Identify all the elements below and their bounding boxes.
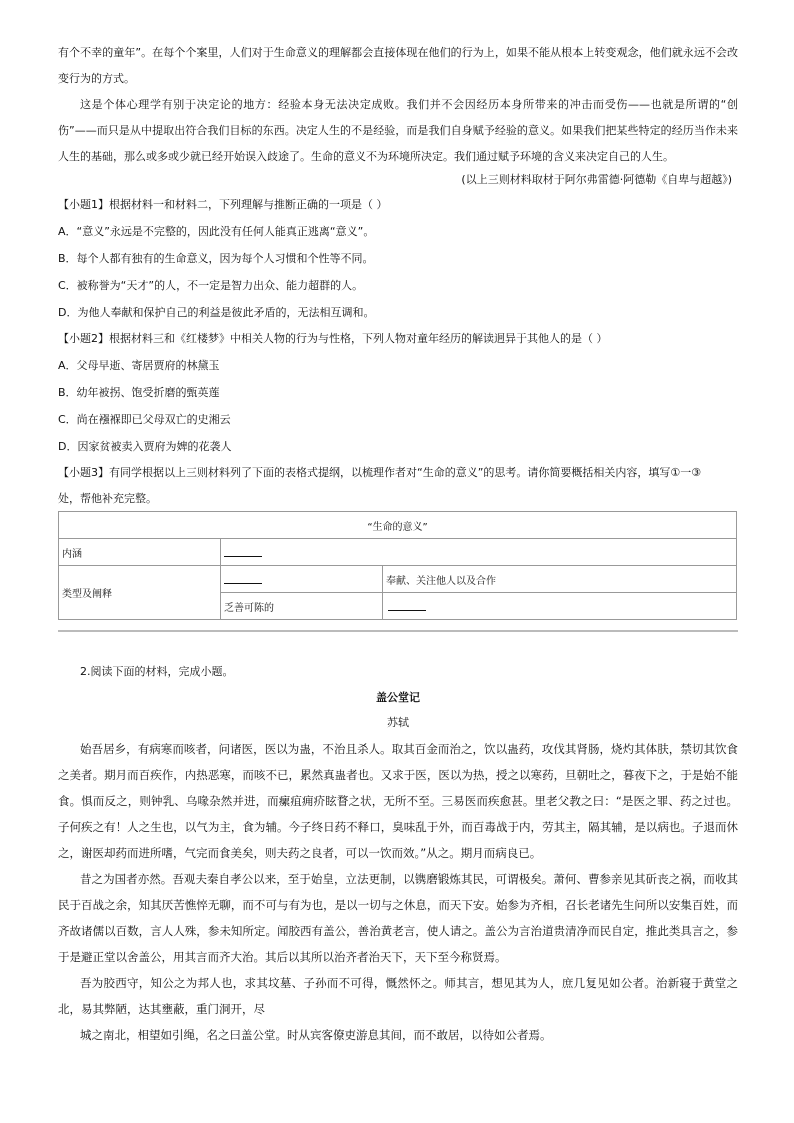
question-1-stem: 【小题1】根据材料一和材料二，下列理解与推断正确的一项是（ ） bbox=[58, 198, 388, 211]
outline-table-title: “生命的意义” bbox=[59, 512, 737, 539]
answer-blank-3[interactable] bbox=[388, 600, 426, 611]
question-2-option-a[interactable]: A．父母早逝、寄居贾府的林黛玉 bbox=[58, 359, 220, 372]
outline-table bbox=[58, 511, 737, 620]
question-2-option-b[interactable]: B．幼年被拐、饱受折磨的甄英莲 bbox=[58, 386, 220, 399]
table-row bbox=[59, 512, 737, 539]
table-row bbox=[59, 539, 737, 566]
question-1-option-c[interactable]: C．被称誉为“天才”的人，不一定是智力出众、能力超群的人。 bbox=[58, 279, 364, 292]
question-2-stem: 【小题2】根据材料三和《红楼梦》中相关人物的行为与性格，下列人物对童年经历的解读迥异于其他人的是（ ） bbox=[58, 332, 608, 345]
section-divider bbox=[58, 630, 738, 632]
row-label-types: 类型及阐释 bbox=[59, 566, 221, 620]
blank-cell-1[interactable] bbox=[221, 539, 737, 566]
passage2-paragraph-3: 吾为胶西守，知公之为邦人也，求其坟墓、子孙而不可得，慨然怀之。师其言，想见其为人，庶几复见如公者。治新寝于黄堂之北，易其弊陋，达其壅蔽，重门洞开，尽 bbox=[58, 976, 738, 1016]
type-cell-mediocre: 乏善可陈的 bbox=[221, 593, 383, 620]
passage2-author: 苏轼 bbox=[387, 716, 409, 729]
question-1-option-b[interactable]: B．每个人都有独有的生命意义，因为每个人习惯和个性等不同。 bbox=[58, 252, 374, 265]
table-row bbox=[59, 566, 737, 593]
blank-cell-2[interactable] bbox=[221, 566, 383, 593]
row-label-connotation: 内涵 bbox=[59, 539, 221, 566]
question-1-option-a[interactable]: A．“意义”永远是不完整的，因此没有任何人能真正逃离“意义”。 bbox=[58, 225, 375, 238]
question-3-stem-line-1: 【小题3】有同学根据以上三则材料列了下面的表格式提纲，以梳理作者对“生命的意义”的思考。请你简要概括相关内容，填写①一③ bbox=[58, 466, 702, 479]
passage2-instruction: 2.阅读下面的材料，完成小题。 bbox=[80, 665, 234, 678]
passage1-paragraph-2: 这是个体心理学有别于决定论的地方：经验本身无法决定成败。我们并不会因经历本身所带来的冲击而受伤——也就是所谓的“创伤”——而只是从中提取出符合我们目标的东西。决定人生的不是经验，而是我们自身赋予经验的意义。如果我们把某些特定的经历当作未来人生的基础，那么或多或少就已经开始误入歧途了。生命的意义不为环境所决定。我们通过赋予环境的含义来决定自己的人生。 bbox=[58, 98, 738, 163]
question-1-option-d[interactable]: D．为他人奉献和保护自己的利益是彼此矛盾的，无法相互调和。 bbox=[58, 306, 375, 319]
passage2-paragraph-4: 城之南北，相望如引绳，名之曰盖公堂。时从宾客僚吏游息其间，而不敢居，以待如公者焉。 bbox=[80, 1028, 552, 1042]
passage2-paragraph-2: 昔之为国者亦然。吾观夫秦自孝公以来，至于始皇，立法更制，以镌磨锻炼其民，可谓极矣。萧何、曹参亲见其斫丧之祸，而收其民于百战之余，知其厌苦憔悴无聊，而不可与有为也，是以一切与之休息，而天下安。始参为齐相，召长老诸先生问所以安集百姓，而齐故诸儒以百数，言人人殊，参未知所定。闻胶西有盖公，善治黄老言，使人请之。盖公为言治道贵清净而民自定，推此类具言之，参于是避正堂以舍盖公，用其言而齐大治。其后以其所以治齐者治天下，天下至今称贤焉。 bbox=[58, 872, 738, 964]
answer-blank-1[interactable] bbox=[224, 546, 262, 557]
passage1-source: (以上三则材料取材于阿尔弗雷德·阿德勒《自卑与超越》) bbox=[461, 173, 732, 186]
passage2-title: 盖公堂记 bbox=[376, 691, 420, 704]
question-2-option-c[interactable]: C．尚在襁褓即已父母双亡的史湘云 bbox=[58, 413, 231, 426]
question-2-option-d[interactable]: D．因家贫被卖入贾府为婢的花袭人 bbox=[58, 440, 232, 453]
answer-blank-2[interactable] bbox=[224, 573, 262, 584]
type-cell-contribution: 奉献、关注他人以及合作 bbox=[383, 566, 737, 593]
passage1-paragraph-1: 有个不幸的童年”。在每个个案里，人们对于生命意义的理解都会直接体现在他们的行为上，如果不能从根本上转变观念，他们就永远不会改变行为的方式。 bbox=[58, 46, 738, 85]
question-3-stem-line-2: 处，帮他补充完整。 bbox=[58, 492, 157, 505]
passage2-paragraph-1: 始吾居乡，有病寒而咳者，问诸医，医以为蛊，不治且杀人。取其百金而治之，饮以蛊药，攻伐其肾肠，烧灼其体肤，禁切其饮食之美者。期月而百疾作，内热恶寒，而咳不已，累然真蛊者也。又求于医，医以为热，授之以寒药，旦朝吐之，暮夜下之，于是始不能食。惧而反之，则钟乳、乌喙杂然并进，而瘰疽痈疥眩瞀之状，无所不至。三易医而疾愈甚。里老父教之曰：“是医之罪、药之过也。子何疾之有！人之生也，以气为主，食为辅。今子终日药不释口，臭味乱于外，而百毒战于内，劳其主，隔其辅，是以病也。子退而休之，谢医却药而进所嗜，气完而食美矣，则夫药之良者，可以一饮而效。”从之。期月而病良已。 bbox=[58, 742, 738, 860]
blank-cell-3[interactable] bbox=[383, 593, 737, 620]
